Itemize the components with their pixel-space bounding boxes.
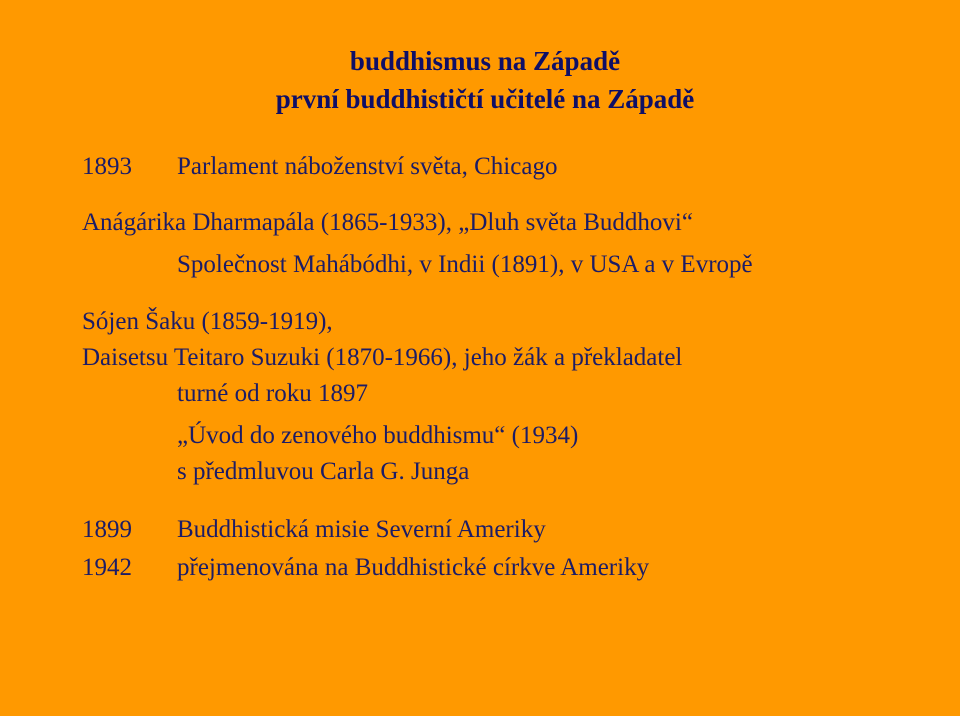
entry-suzuki-book: „Úvod do zenového buddhismu“ (1934): [177, 422, 579, 449]
entry-saku-line1: Sójen Šaku (1859-1919),: [82, 308, 333, 335]
slide-title: buddhismus na Západě: [349, 46, 621, 76]
entry-year: 1942: [82, 554, 132, 581]
entry-dharmapala-line1: Anágárika Dharmapála (1865-1933), „Dluh světa Buddhovi“: [82, 209, 693, 236]
entry-text: přejmenována na Buddhistické církve Ameriky: [177, 554, 650, 581]
entry-year: 1893: [82, 153, 132, 180]
slide-subtitle: první buddhističtí učitelé na Západě: [275, 84, 695, 114]
entry-suzuki-preface: s předmluvou Carla G. Junga: [177, 458, 470, 485]
entry-text: Parlament náboženství světa, Chicago: [177, 153, 558, 180]
entry-suzuki-tour: turné od roku 1897: [177, 380, 368, 407]
entry-dharmapala-line2: Společnost Mahábódhi, v Indii (1891), v USA a v Evropě: [177, 251, 753, 278]
entry-year: 1899: [82, 516, 132, 543]
entry-text: Buddhistická misie Severní Ameriky: [177, 516, 546, 543]
entry-suzuki-line: Daisetsu Teitaro Suzuki (1870-1966), jeho žák a překladatel: [82, 344, 683, 371]
